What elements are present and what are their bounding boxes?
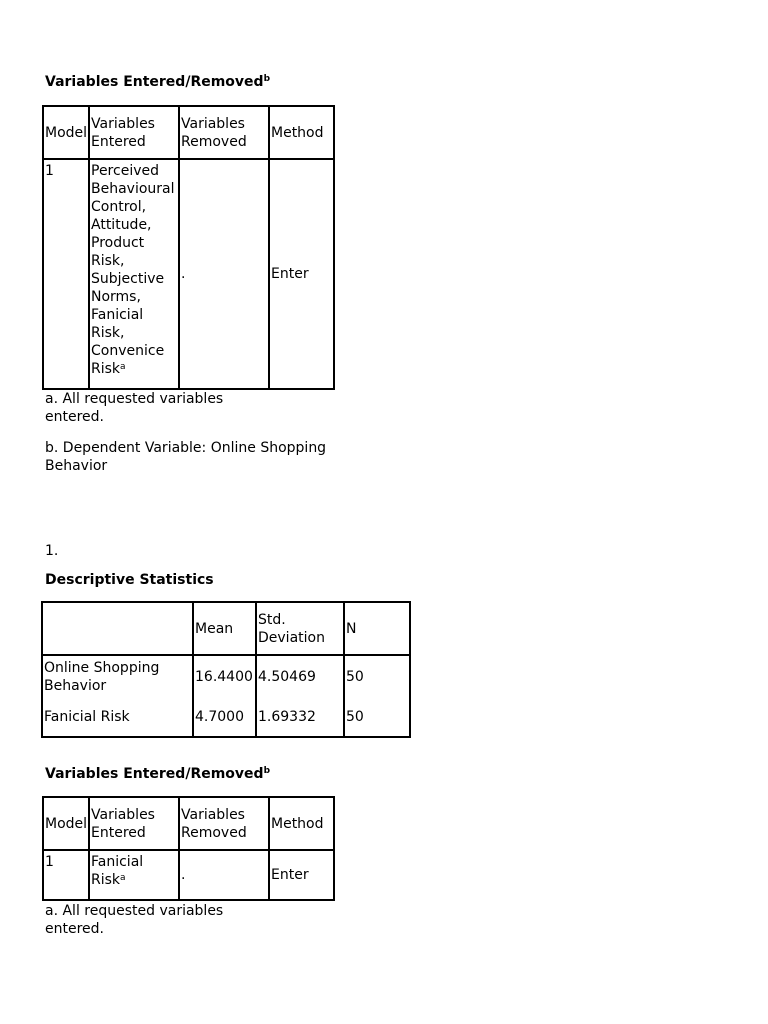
cell-variables-entered: Perceived Behavioural Control, Attitude, Product Risk, Subjective Norms, Fanicial Risk, Convenice Risk$^a$	[89, 159, 179, 389]
row-label: Fanicial Risk	[42, 697, 193, 737]
column-header-std-deviation: Std. Deviation	[256, 602, 344, 655]
footnote-marker: a	[120, 362, 126, 372]
column-header-mean: Mean	[193, 602, 256, 655]
column-header-variables-entered: Variables Entered	[89, 106, 179, 159]
cell-std-deviation: 4.50469	[256, 655, 344, 697]
table1-title: Variables Entered/Removed$^b$	[45, 74, 271, 90]
table-header-row	[42, 602, 410, 655]
column-header-model: Model	[43, 106, 89, 159]
cell-model: 1	[43, 850, 89, 900]
cell-n: 50	[344, 697, 410, 737]
column-header-variables-removed: Variables Removed	[179, 797, 269, 850]
column-header-variables-removed: Variables Removed	[179, 106, 269, 159]
row-label: Online Shopping Behavior	[42, 655, 193, 697]
descriptive-statistics-title: Descriptive Statistics	[45, 572, 214, 588]
table1-footnote-a: a. All requested variables entered.	[45, 391, 224, 425]
list-marker: 1.	[45, 543, 59, 559]
table-row	[42, 697, 410, 737]
column-header-method: Method	[269, 797, 334, 850]
column-header-model: Model	[43, 797, 89, 850]
table-row	[43, 159, 334, 389]
cell-n: 50	[344, 655, 410, 697]
cell-variables-entered: Fanicial Risk$^a$	[89, 850, 179, 900]
table-header-row	[43, 797, 334, 850]
cell-mean: 16.4400	[193, 655, 256, 697]
table1-title-sup: b	[263, 74, 271, 84]
variables-entered-removed-table	[42, 105, 335, 390]
cell-method: Enter	[269, 850, 334, 900]
cell-mean: 4.7000	[193, 697, 256, 737]
column-header-method: Method	[269, 106, 334, 159]
cell-method: Enter	[269, 159, 334, 389]
footnote-marker: a	[120, 873, 126, 883]
descriptive-statistics-table	[41, 601, 411, 738]
cell-model: 1	[43, 159, 89, 389]
table2-footnote-a: a. All requested variables entered.	[45, 903, 224, 937]
cell-std-deviation: 1.69332	[256, 697, 344, 737]
table-row	[42, 655, 410, 697]
table2-title: Variables Entered/Removed$^b$	[45, 766, 271, 782]
column-header-label	[42, 602, 193, 655]
column-header-variables-entered: Variables Entered	[89, 797, 179, 850]
cell-variables-removed: .	[179, 159, 269, 389]
table2-title-sup: b	[263, 766, 271, 776]
variables-entered-removed-table-2	[42, 796, 335, 901]
column-header-n: N	[344, 602, 410, 655]
cell-variables-removed: .	[179, 850, 269, 900]
table1-footnote-b: b. Dependent Variable: Online Shopping Behavior	[45, 440, 327, 474]
table-header-row	[43, 106, 334, 159]
table-row	[43, 850, 334, 900]
